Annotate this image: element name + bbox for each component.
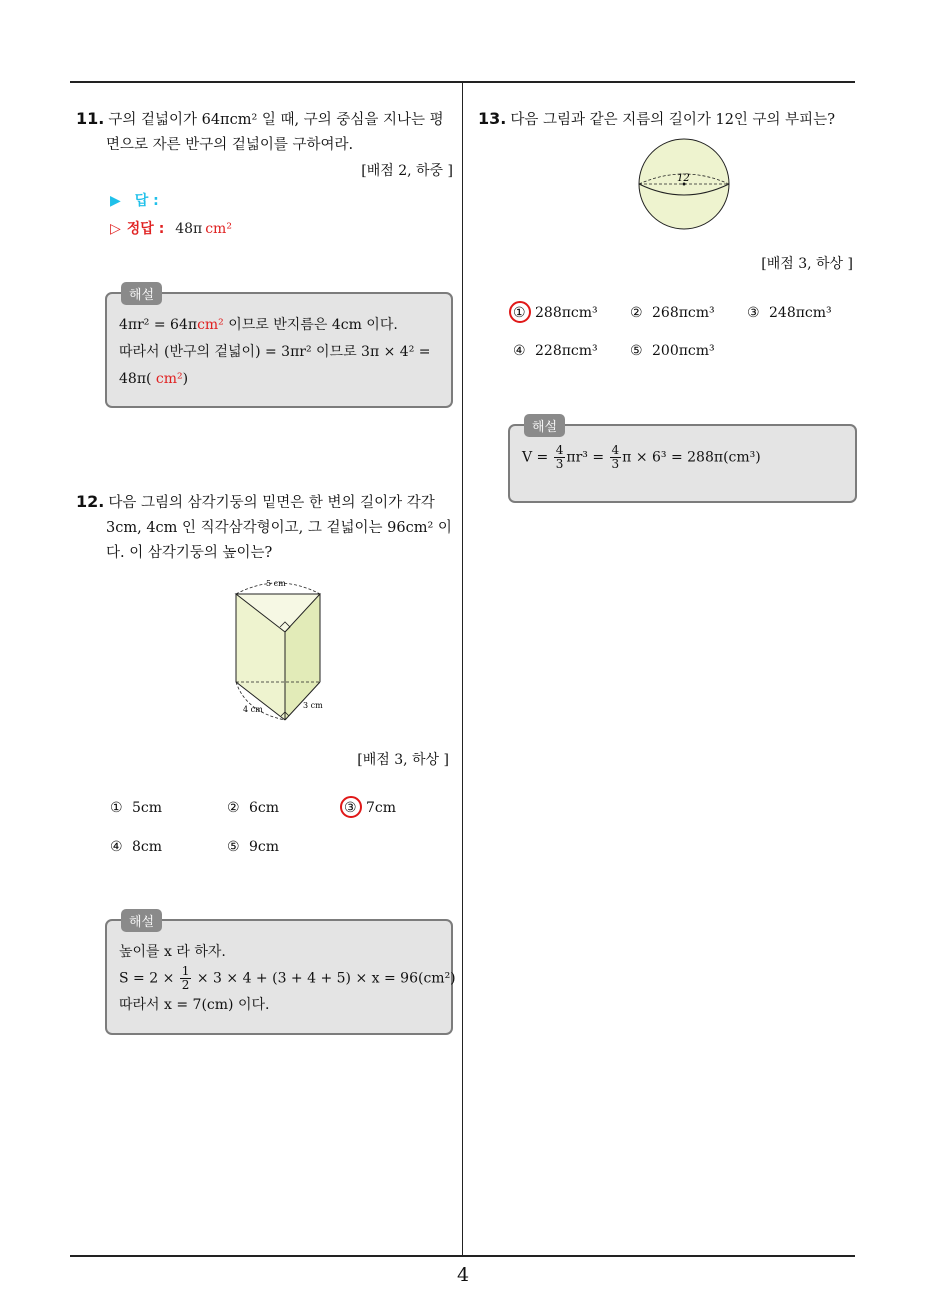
explanation-text: 따라서 x = 7(cm) 이다.: [119, 997, 270, 1013]
explanation-box: [105, 915, 456, 1035]
question-text: 구의 겉넓이가 64πcm² 일 때, 구의 중심을 지나는 평: [108, 112, 444, 128]
explanation-tag: 해설: [524, 414, 565, 437]
choice-5[interactable]: ⑤ 9cm: [227, 839, 280, 855]
question-12: [76, 489, 460, 566]
choice-3[interactable]: ③ 248πcm³: [747, 305, 832, 321]
score-label: [배점 3, 하상 ]: [357, 752, 449, 768]
choice-4[interactable]: ④ 228πcm³: [513, 343, 598, 359]
choice-4[interactable]: ④ 8cm: [110, 839, 163, 855]
answer-circle-mark: [509, 301, 531, 323]
explanation-text: 높이를 x 라 하자.: [119, 944, 226, 960]
choice-2[interactable]: ② 6cm: [227, 800, 280, 816]
explanation-text: V =: [522, 449, 549, 466]
question-text: 다. 이 삼각기둥의 높이는?: [106, 545, 273, 561]
column-divider: [462, 82, 463, 1256]
fraction: $\frac{4}{3}$: [555, 443, 564, 471]
label-5cm: 5 cm: [266, 579, 286, 588]
explanation-unit: cm²: [197, 317, 224, 333]
question-text: 다음 그림과 같은 지름의 길이가 12인 구의 부피는?: [510, 112, 835, 128]
label-4cm: 4 cm: [243, 705, 263, 714]
triangular-prism-figure: [228, 572, 333, 722]
page-number: 4: [456, 1264, 470, 1286]
play-arrow-icon: ▶: [110, 193, 121, 209]
diameter-label: 12: [677, 173, 690, 184]
explanation-tag: 해설: [121, 909, 162, 932]
fraction: $\frac{4}{3}$: [611, 443, 620, 471]
explanation-box: [105, 288, 453, 408]
correct-label: 정답 :: [126, 221, 165, 237]
answer-label: 답 :: [134, 193, 159, 209]
explanation-text: 48π(: [119, 371, 152, 387]
question-text: 다음 그림의 삼각기둥의 밑면은 한 변의 길이가 각각: [108, 495, 435, 511]
explanation-text: 이므로 반지름은 4cm 이다.: [223, 317, 398, 333]
question-number: 12.: [76, 492, 105, 511]
explanation-tag: 해설: [121, 282, 162, 305]
label-3cm: 3 cm: [303, 701, 323, 710]
explanation-box: [508, 420, 857, 503]
outline-arrow-icon: ▷: [110, 221, 121, 237]
score-label: [배점 3, 하상 ]: [761, 256, 853, 272]
sphere-figure: [636, 136, 732, 232]
bottom-rule: [70, 1255, 855, 1257]
choice-list: [110, 800, 450, 860]
choice-list: [513, 305, 853, 365]
fraction: $\frac{1}{2}$: [181, 964, 190, 992]
correct-value: 48π: [175, 221, 203, 237]
choice-5[interactable]: ⑤ 200πcm³: [630, 343, 715, 359]
answer-circle-mark: [340, 796, 362, 818]
explanation-text: × 3 × 4 + (3 + 4 + 5) × x = 96(cm²): [196, 970, 456, 987]
question-text: 면으로 자른 반구의 겉넓이를 구하여라.: [106, 137, 354, 153]
choice-1[interactable]: ① 5cm: [110, 800, 163, 816]
choice-3[interactable]: ③ 7cm: [344, 800, 396, 816]
explanation-unit: cm²: [151, 371, 183, 387]
explanation-text: 4πr² = 64π: [119, 317, 198, 333]
answer-line: [110, 190, 159, 210]
question-13: [478, 106, 858, 133]
explanation-text: π × 6³ = 288π(cm³): [622, 449, 761, 466]
explanation-text: 따라서 (반구의 겉넓이) = 3πr² 이므로 3π × 4² =: [119, 344, 431, 360]
correct-unit: cm²: [205, 221, 232, 237]
explanation-text: S = 2 ×: [119, 970, 175, 987]
explanation-text: ): [182, 371, 189, 387]
choice-2[interactable]: ② 268πcm³: [630, 305, 715, 321]
question-number: 11.: [76, 109, 105, 128]
question-11: [76, 106, 460, 158]
choice-1[interactable]: ① 288πcm³: [513, 305, 598, 321]
explanation-text: πr³ =: [566, 449, 605, 466]
score-label: [배점 2, 하중 ]: [361, 163, 453, 179]
question-text: 3cm, 4cm 인 직각삼각형이고, 그 겉넓이는 96cm² 이: [106, 520, 452, 536]
correct-answer-line: [110, 218, 232, 238]
question-number: 13.: [478, 109, 507, 128]
